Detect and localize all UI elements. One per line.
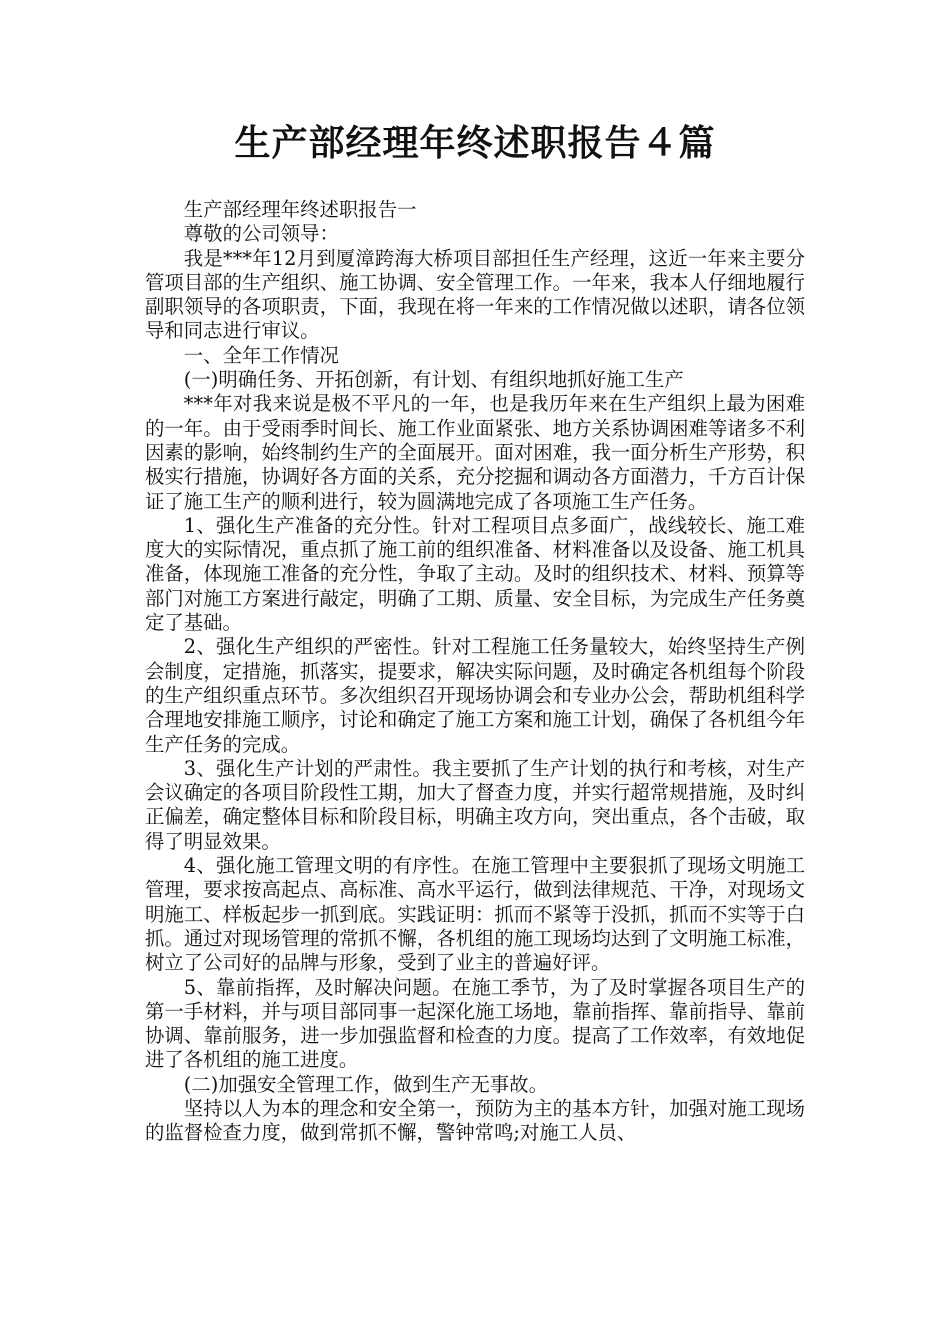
document-body [145,198,805,1146]
body-paragraph: 3、强化生产计划的严肃性。我主要抓了生产计划的执行和考核，对生产会议确定的各项目阶段性工期，加大了督查力度，并实行超常规措施，及时纠正偏差，确定整体目标和阶段目标，明确主攻方向，突出重点，各个击破，取得了明显效果。 [145,756,805,853]
body-paragraph: 1、强化生产准备的充分性。针对工程项目点多面广，战线较长、施工难度大的实际情况，重点抓了施工前的组织准备、材料准备以及设备、施工机具准备，体现施工准备的充分性，争取了主动。及时的组织技术、材料、预算等部门对施工方案进行敲定，明确了工期、质量、安全目标，为完成生产任务奠定了基础。 [145,513,805,635]
document-title: 生产部经理年终述职报告４篇 [234,123,716,164]
section-heading: 一、全年工作情况 [183,343,339,367]
body-paragraph: 坚持以人为本的理念和安全第一，预防为主的基本方针，加强对施工现场的监督检查力度，做到常抓不懈，警钟常鸣;对施工人员、 [145,1096,805,1145]
section-heading: 生产部经理年终述职报告一 [183,198,417,221]
salutation: 尊敬的公司领导： [183,222,339,246]
body-paragraph: 5、靠前指挥，及时解决问题。在施工季节，为了及时掌握各项目生产的第一手材料，并与项目部同事一起深化施工场地，靠前指挥、靠前指导、靠前协调、靠前服务，进一步加强监督和检查的力度。提高了工作效率，有效地促进了各机组的施工进度。 [145,975,805,1072]
subsection-heading: (一)明确任务、开拓创新，有计划、有组织地抓好施工生产 [183,368,684,392]
body-paragraph: ***年对我来说是极不平凡的一年，也是我历年来在生产组织上最为困难的一年。由于受雨季时间长、施工作业面紧张、地方关系协调困难等诸多不利因素的影响，始终制约生产的全面展开。面对困难，我一面分析生产形势，积极实行措施，协调好各方面的关系，充分挖掘和调动各方面潜力，千方百计保证了施工生产的顺利进行，较为圆满地完成了各项施工生产任务。 [145,392,805,513]
subsection-heading: (二)加强安全管理工作，做到生产无事故。 [183,1072,548,1096]
body-paragraph: 我是***年12月到厦漳跨海大桥项目部担任生产经理，这近一年来主要分管项目部的生产组织、施工协调、安全管理工作。一年来，我本人仔细地履行副职领导的各项职责，下面，我现在将一年来的工作情况做以述职，请各位领导和同志进行审议。 [145,246,805,343]
body-paragraph: 4、强化施工管理文明的有序性。在施工管理中主要狠抓了现场文明施工管理，要求按高起点、高标准、高水平运行，做到法律规范、干净，对现场文明施工、样板起步一抓到底。实践证明：抓而不紧等于没抓，抓而不实等于白抓。通过对现场管理的常抓不懈，各机组的施工现场均达到了文明施工标准，树立了公司好的品牌与形象，受到了业主的普遍好评。 [145,854,805,975]
body-paragraph: 2、强化生产组织的严密性。针对工程施工任务量较大，始终坚持生产例会制度，定措施，抓落实，提要求，解决实际问题，及时确定各机组每个阶段的生产组织重点环节。多次组织召开现场协调会和专业办公会，帮助机组科学合理地安排施工顺序，讨论和确定了施工方案和施工计划，确保了各机组今年生产任务的完成。 [145,635,805,756]
